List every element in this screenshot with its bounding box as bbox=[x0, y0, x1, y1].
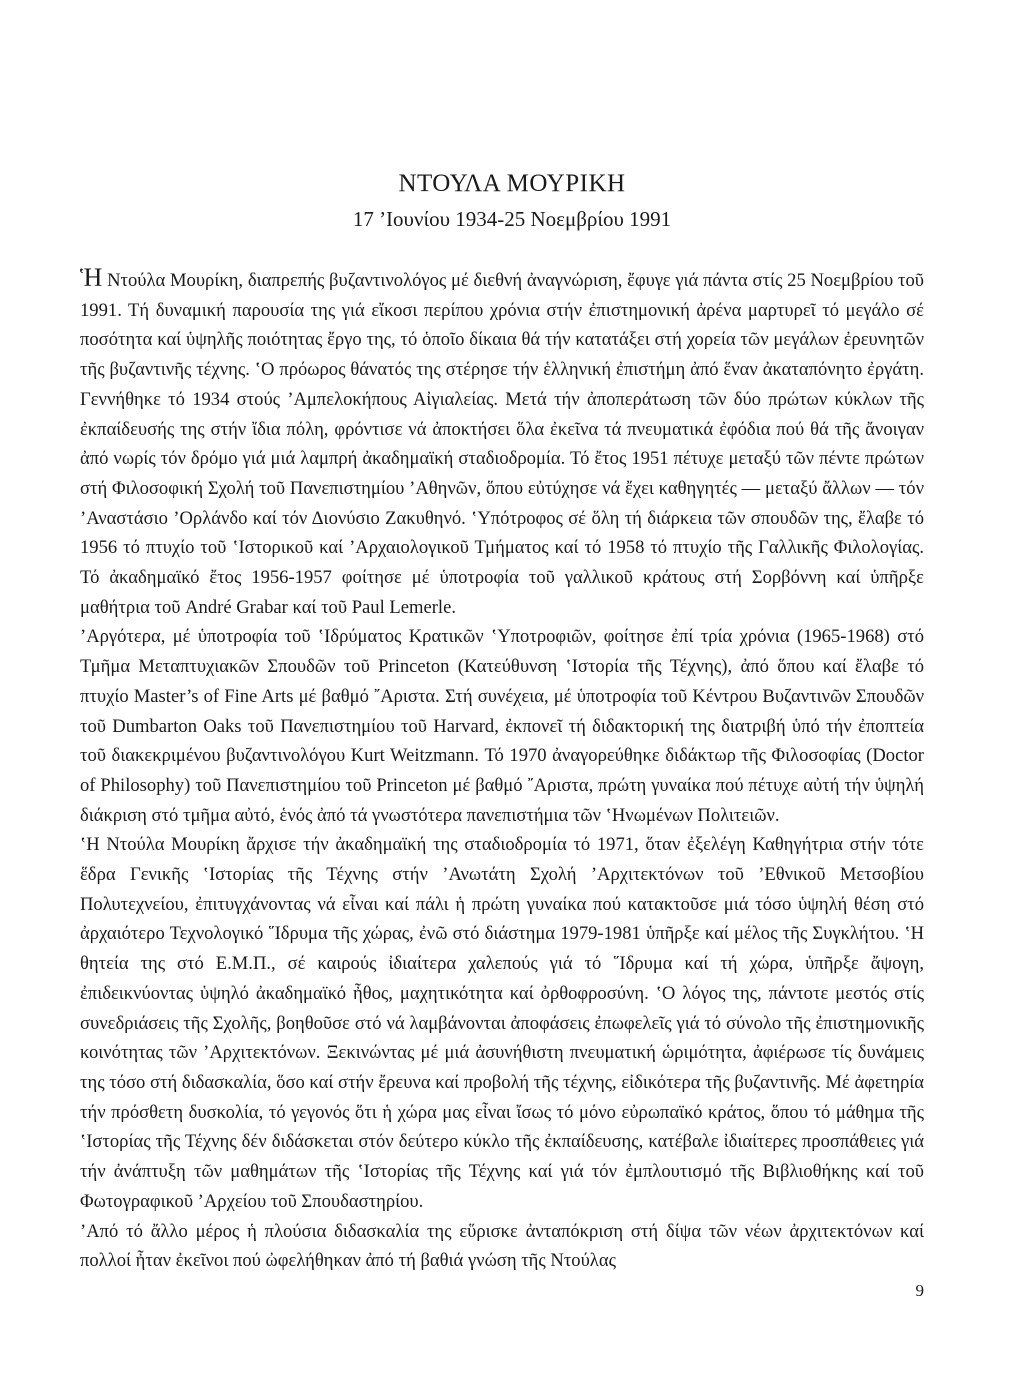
dropcap-letter: Ἡ bbox=[80, 263, 103, 292]
obituary-body bbox=[80, 265, 924, 1276]
page-title: ΝΤΟΥΛΑ ΜΟΥΡΙΚΗ bbox=[398, 170, 626, 197]
paragraph-1 bbox=[80, 265, 924, 622]
paragraph-4: ’Από τό ἄλλο μέρος ἡ πλούσια διδασκαλία της εὕρισκε ἀνταπόκριση στή δίψα τῶν νέων ἀρχιτεκτόνων καί πολλοί ἦταν ἐκεῖνοι πού ὠφελήθηκαν ἀπό τή βαθιά γνώση τῆς Ντούλας bbox=[80, 1220, 924, 1272]
life-dates: 17 ’Ιουνίου 1934-25 Νοεμβρίου 1991 bbox=[352, 207, 672, 231]
page-number: 9 bbox=[915, 1281, 924, 1300]
paragraph-3: ʽΗ Ντούλα Μουρίκη ἄρχισε τήν ἀκαδημαϊκή της σταδιοδρομία τό 1971, ὅταν ἐξελέγη Καθηγήτρια στήν τότε ἕδρα Γενικῆς ʽΙστορίας τῆς Τέχνης στήν ’Ανωτάτη Σχολή ’Αρχιτεκτόνων τοῦ ’Εθνικοῦ Μετσοβίου Πολυτεχνείου, ἐπιτυγχάνοντας νά εἶναι καί πάλι ἡ πρώτη γυναίκα πού κατακτοῦσε μιά τόσο ὑψηλή θέση στό ἀρχαιότερο Τεχνολογικό ῞Ιδρυμα τῆς χώρας, ἐνῶ στό διάστημα 1979-1981 ὑπῆρξε καί μέλος τῆς Συγκλήτου. ʽΗ θητεία της στό Ε.Μ.Π., σέ καιρούς ἰδιαίτερα χαλεπούς γιά τό ῞Ιδρυμα καί τή χώρα, ὑπῆρξε ἄψογη, ἐπιδεικνύοντας ὑψηλό ἀκαδημαϊκό ἦθος, μαχητικότητα καί ὀρθοφροσύνη. ʽΟ λόγος της, πάντοτε μεστός στίς συνεδριάσεις τῆς Σχολῆς, βοηθοῦσε στό νά λαμβάνονται ἀποφάσεις ἐπωφελεῖς γιά τό σύνολο τῆς ἐπιστημονικῆς κοινότητας τῶν ’Αρχιτεκτόνων. Ξεκινώντας μέ μιά ἀσυνήθιστη πνευματική ὡριμότητα, ἀφιέρωσε τίς δυνάμεις της τόσο στή διδασκαλία, ὅσο καί στήν ἔρευνα καί προβολή τῆς τέχνης, εἰδικότερα τῆς βυζαντινῆς. Μέ ἀφετηρία τήν πρόσθετη δυσκολία, τό γεγονός ὅτι ἡ χώρα μας εἶναι ἴσως τό μόνο εὐρωπαϊκό κράτος, ὅπου τό μάθημα τῆς ʽΙστορίας τῆς Τέχνης δέν διδάσκεται στόν δεύτερο κύκλο τῆς ἐκπαίδευσης, κατέβαλε ἰδιαίτερες προσπάθειες γιά τήν ἀνάπτυξη τῶν μαθημάτων τῆς ʽΙστορίας τῆς Τέχνης καί γιά τόν ἐμπλουτισμό τῆς Βιβλιοθήκης καί τοῦ Φωτογραφικοῦ ’Αρχείου τοῦ Σπουδαστηρίου. bbox=[80, 834, 924, 1212]
paragraph-1-text: Ντούλα Μουρίκη, διαπρεπής βυζαντινολόγος μέ διεθνή ἀναγνώριση, ἔφυγε γιά πάντα στίς 25 Νοεμβρίου τοῦ 1991. Τή δυναμική παρουσία της γιά εἴκοσι περίπου χρόνια στήν ἐπιστημονική ἀρένα μαρτυρεῖ τό μεγάλο σέ ποσότητα καί ὑψηλῆς ποιότητας ἔργο της, τό ὁποῖο δίκαια θά τήν κατατάξει στή χορεία τῶν μεγάλων ἐρευνητῶν τῆς βυζαντινῆς τέχνης. ʽΟ πρόωρος θάνατός της στέρησε τήν ἑλληνική ἐπιστήμη ἀπό ἕναν ἀκαταπόνητο ἐργάτη. Γεννήθηκε τό 1934 στούς ’Αμπελοκήπους Αἰγιαλείας. Μετά τήν ἀποπεράτωση τῶν δύο πρώτων κύκλων τῆς ἐκπαίδευσής της στήν ἴδια πόλη, φρόντισε νά ἀποκτήσει ὅλα ἐκεῖνα τά πνευματικά ἐφόδια πού θά τῆς ἄνοιγαν ἀπό νωρίς τόν δρόμο γιά μιά λαμπρή ἀκαδημαϊκή σταδιοδρομία. Τό ἔτος 1951 πέτυχε μεταξύ τῶν πέντε πρώτων στή Φιλοσοφική Σχολή τοῦ Πανεπιστημίου ’Αθηνῶν, ὅπου εὐτύχησε νά ἔχει καθηγητές — μεταξύ ἄλλων — τόν ’Αναστάσιο ’Ορλάνδο καί τόν Διονύσιο Ζακυθηνό. ʽΥπότροφος σέ ὅλη τή διάρκεια τῶν σπουδῶν της, ἔλαβε τό 1956 τό πτυχίο τοῦ ʽΙστορικοῦ καί ’Αρχαιολογικοῦ Τμήματος καί τό 1958 τό πτυχίο τῆς Γαλλικῆς Φιλολογίας. Τό ἀκαδημαϊκό ἔτος 1956-1957 φοίτησε μέ ὑποτροφία τοῦ γαλλικοῦ κράτους στή Σορβόννη καί ὑπῆρξε μαθήτρια τοῦ André Grabar καί τοῦ Paul Lemerle. bbox=[80, 270, 924, 618]
paragraph-2: ’Αργότερα, μέ ὑποτροφία τοῦ ʽΙδρύματος Κρατικῶν ʽΥποτροφιῶν, φοίτησε ἐπί τρία χρόνια (1965-1968) στό Τμῆμα Μεταπτυχιακῶν Σπουδῶν τοῦ Princeton (Κατεύθυνση ʽΙστορία τῆς Τέχνης), ἀπό ὅπου καί ἔλαβε τό πτυχίο Master’s of Fine Arts μέ βαθμό ῎Αριστα. Στή συνέχεια, μέ ὑποτροφία τοῦ Κέντρου Βυζαντινῶν Σπουδῶν τοῦ Dumbarton Oaks τοῦ Πανεπιστημίου τοῦ Harvard, ἐκπονεῖ τή διδακτορική της διατριβή ὑπό τήν ἐποπτεία τοῦ διακεκριμένου βυζαντινολόγου Kurt Weitzmann. Τό 1970 ἀναγορεύθηκε διδάκτωρ τῆς Φιλοσοφίας (Doctor of Philosophy) τοῦ Πανεπιστημίου τοῦ Princeton μέ βαθμό ῎Αριστα, πρώτη γυναίκα πού πέτυχε αὐτή τήν ὑψηλή διάκριση στό τμῆμα αὐτό, ἑνός ἀπό τά γνωστότερα πανεπιστήμια τῶν ʽΗνωμένων Πολιτειῶν. bbox=[80, 626, 924, 826]
